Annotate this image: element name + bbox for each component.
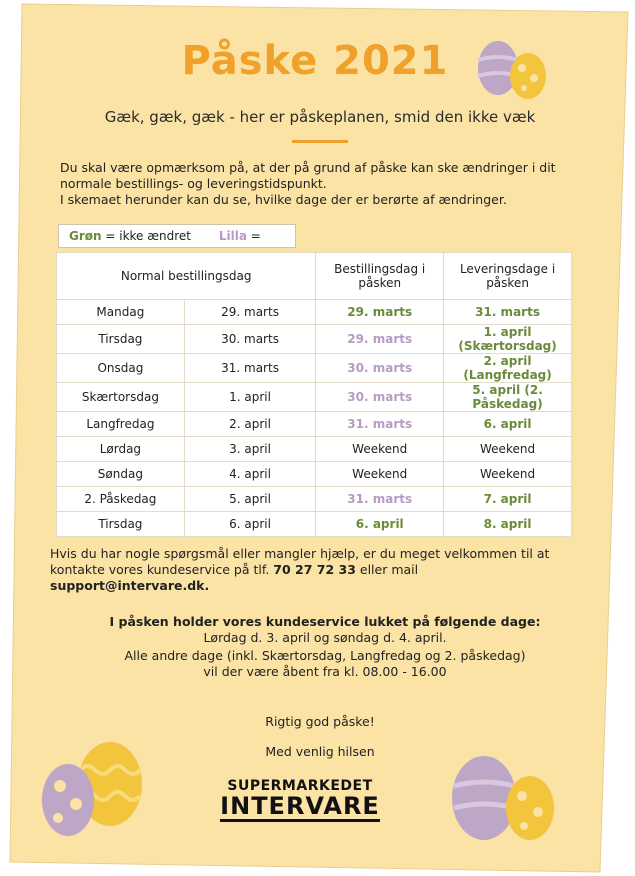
logo-line-1: SUPERMARKEDET — [227, 778, 373, 794]
cell-delivery: 1. april (Skærtorsdag) — [444, 325, 572, 354]
cell-order: Weekend — [316, 437, 444, 462]
table-row — [57, 354, 572, 383]
egg-icon-lilla-bottom-right — [452, 756, 516, 840]
closed-heading: I påsken holder vores kundeservice lukket på følgende dage: — [109, 614, 541, 629]
contact-text-1: Hvis du har nogle spørgsmål eller mangler hjælp, er du meget velkommen til at kontakte vores kundeservice på tlf. — [50, 546, 550, 577]
cell-day: 2. Påskedag — [57, 487, 185, 512]
table-row — [57, 383, 572, 412]
page-title: Påske 2021 — [181, 38, 449, 84]
intervare-logo — [200, 778, 400, 822]
cell-date: 2. april — [184, 412, 316, 437]
cell-delivery: Weekend — [444, 462, 572, 487]
cell-delivery: 31. marts — [444, 300, 572, 325]
cell-day: Skærtorsdag — [57, 383, 185, 412]
cell-order: 31. marts — [316, 487, 444, 512]
intro-line-2: I skemaet herunder kan du se, hvilke dage der er berørte af ændringer. — [60, 192, 507, 207]
cell-date: 31. marts — [184, 354, 316, 383]
egg-icon-yellow-top — [510, 53, 546, 99]
header-easter-order-day: Bestillingsdag i påsken — [316, 253, 444, 300]
table-row — [57, 487, 572, 512]
cell-order: 29. marts — [316, 300, 444, 325]
open-line-1: Alle andre dage (inkl. Skærtorsdag, Langfredag og 2. påskedag) — [124, 648, 526, 663]
cell-order: 29. marts — [316, 325, 444, 354]
cell-day: Onsdag — [57, 354, 185, 383]
cell-day: Søndag — [57, 462, 185, 487]
cell-order: Weekend — [316, 462, 444, 487]
greeting: Rigtig god påske! — [265, 714, 375, 729]
header-easter-delivery-day: Leveringsdage i påsken — [444, 253, 572, 300]
cell-day: Tirsdag — [57, 512, 185, 537]
cell-date: 3. april — [184, 437, 316, 462]
cell-date: 6. april — [184, 512, 316, 537]
cell-delivery: 6. april — [444, 412, 572, 437]
cell-date: 1. april — [184, 383, 316, 412]
regards: Med venlig hilsen — [265, 744, 375, 759]
legend-lilla-label: Lilla — [218, 229, 247, 243]
cell-delivery: 8. april — [444, 512, 572, 537]
table-row — [57, 462, 572, 487]
cell-delivery: 5. april (2. Påskedag) — [444, 383, 572, 412]
egg-icon-yellow-bottom-right — [506, 776, 554, 840]
closed-notice — [80, 614, 570, 646]
cell-day: Tirsdag — [57, 325, 185, 354]
table-header-row — [57, 253, 572, 300]
cell-order: 30. marts — [316, 383, 444, 412]
header-normal-order-day: Normal bestillingsdag — [57, 253, 316, 300]
egg-icon-lilla-bottom-left — [42, 764, 94, 836]
contact-text-2: eller mail — [355, 562, 419, 577]
cell-delivery: 2. april (Langfredag) — [444, 354, 572, 383]
cell-day: Mandag — [57, 300, 185, 325]
open-line-2: vil der være åbent fra kl. 08.00 - 16.00 — [203, 664, 447, 679]
contact-email: support@intervare.dk. — [50, 578, 210, 593]
table-row — [57, 300, 572, 325]
cell-order: 31. marts — [316, 412, 444, 437]
cell-day: Lørdag — [57, 437, 185, 462]
legend-green-text: = ikke ændret — [101, 229, 192, 243]
title-divider — [292, 140, 348, 143]
opening-hours — [80, 648, 570, 680]
logo-line-2: INTERVARE — [220, 792, 380, 820]
contact-text — [50, 546, 570, 594]
table-row — [57, 325, 572, 354]
color-legend — [58, 224, 296, 248]
legend-lilla-text: = — [250, 229, 261, 243]
legend-green-label: Grøn — [69, 229, 102, 243]
cell-order: 30. marts — [316, 354, 444, 383]
closed-days: Lørdag d. 3. april og søndag d. 4. april. — [203, 630, 447, 645]
table-row — [57, 437, 572, 462]
easter-schedule-table — [56, 252, 572, 537]
cell-date: 4. april — [184, 462, 316, 487]
intro-line-1: Du skal være opmærksom på, at der på grund af påske kan ske ændringer i dit normale bestillings- og leveringstidspunkt. — [60, 160, 556, 191]
cell-date: 29. marts — [184, 300, 316, 325]
intro-text — [60, 160, 560, 208]
cell-day: Langfredag — [57, 412, 185, 437]
contact-phone: 70 27 72 33 — [273, 562, 356, 577]
cell-order: 6. april — [316, 512, 444, 537]
cell-date: 5. april — [184, 487, 316, 512]
cell-delivery: Weekend — [444, 437, 572, 462]
page-subtitle: Gæk, gæk, gæk - her er påskeplanen, smid den ikke væk — [104, 108, 536, 126]
table-row — [57, 512, 572, 537]
cell-date: 30. marts — [184, 325, 316, 354]
table-row — [57, 412, 572, 437]
cell-delivery: 7. april — [444, 487, 572, 512]
